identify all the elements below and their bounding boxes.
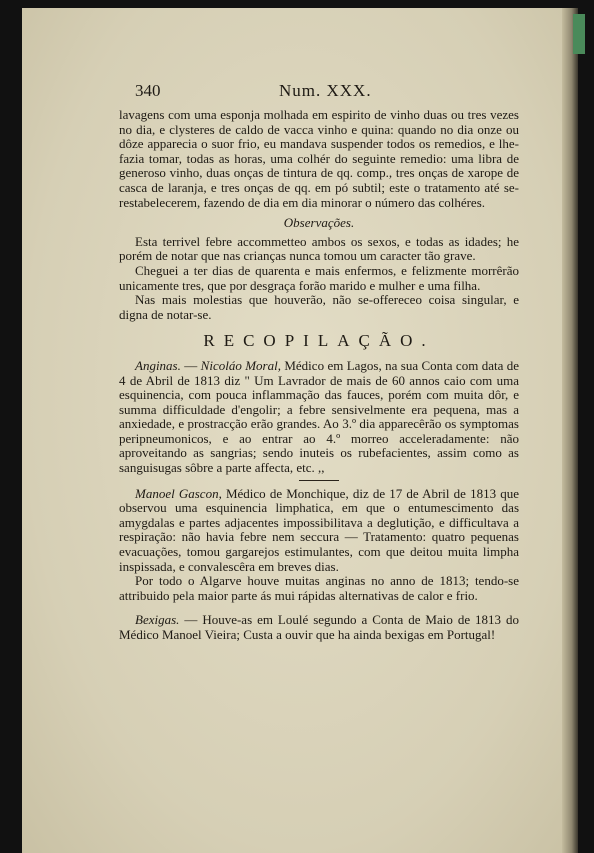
bexigas-text: — Houve-as em Loulé segundo a Conta de Maio de 1813 do Médico Manoel Vieira; Custa a ouvir que ha ainda bexigas em Portugal!	[119, 612, 519, 642]
running-header	[119, 81, 519, 108]
gascon-text: Médico de Monchique, diz de 17 de Abril de 1813 que observou uma esquinencia limphatica, em que o entumescimento das amygdalas e partes adjacentes impossibilitava a deglutição, e difficultava a respiração: não havia febre nem seccura — Tratamento: quatro pequenas evacuações, tomou gargarejos estimulantes, com que deitou muita limpha inspissada, e convalescêra em breves dias.	[119, 485, 519, 574]
page-number: 340	[135, 81, 161, 100]
anginas-author: Nicoláo Moral,	[200, 357, 281, 373]
gascon-author: Manoel Gascon,	[135, 485, 222, 501]
paragraph-anginas	[119, 359, 519, 476]
paragraph-bexigas	[119, 613, 519, 642]
anginas-text: Médico em Lagos, na sua Conta com data de 4 de Abril de 1813 diz " Um Lavrador de mais de 60 annos caio com uma esquinencia, com pouca inflammação das fauces, porém com muita dôr, e summa difficuldade d'engolir; a febre sensivelmente era pequena, mas a anxiedade, e prostracção erão grandes. Ao 3.º dia apparecêrão os symptomas peripneumonicos, e ao entrar ao 4.º morreo acceleradamente: não aproveitando as sangrias; sendo inuteis os rubefacientes, assim como as sanguisugas sôbre a parte affecta, etc. ,,	[119, 357, 520, 476]
paragraph-intro: lavagens com uma esponja molhada em espirito de vinho duas ou tres vezes no dia, e clysteres de caldo de vacca vinho e quina: quando no dia onze ou dôze apparecia o suor frio, eu mandava suspender todos os remedios, e lhe-fazia tomar, todas as horas, uma colhér do seguinte remedio: uma libra de generoso vinho, duas onças de tintura de qq. comp., tres onças de xarope de casca de laranja, e tres onças de qq. em pó subtil; este o tratamento até se-restabelecerem, fazendo de dia em dia minorar o número das colhéres.	[119, 107, 519, 210]
bookmark-tab	[573, 14, 585, 54]
paragraph-obs-3: Nas mais molestias que houverão, não se-offereceo coisa singular, e digna de notar-se.	[119, 292, 519, 322]
section-heading-observacoes: Observações.	[283, 215, 355, 231]
running-title: Num. XXX.	[279, 81, 372, 100]
bexigas-lead: Bexigas.	[135, 612, 180, 628]
paragraph-algarve: Por todo o Algarve houve muitas anginas no anno de 1813; tendo-se attribuido pela maior parte ás mui rápidas alternativas de calor e frio.	[119, 573, 519, 603]
book-spine-shadow	[562, 8, 578, 853]
section-heading-recopilacao: RECOPILAÇÃO.	[203, 331, 435, 351]
anginas-dash: —	[180, 357, 201, 373]
paragraph-obs-2: Cheguei a ter dias de quarenta e mais enfermos, e felizmente morrêrão unicamente tres, que por desgraça forão marido e mulher e uma filha.	[119, 262, 519, 293]
paragraph-obs-1: Esta terrivel febre accommetteo ambos os sexos, e todas as idades; he porém de notar que nas crianças nunca tomou um caracter tão grave.	[119, 233, 519, 264]
anginas-lead: Anginas.	[135, 357, 181, 373]
page-text	[119, 81, 520, 643]
paragraph-gascon	[119, 487, 519, 575]
separator-rule	[299, 480, 339, 481]
